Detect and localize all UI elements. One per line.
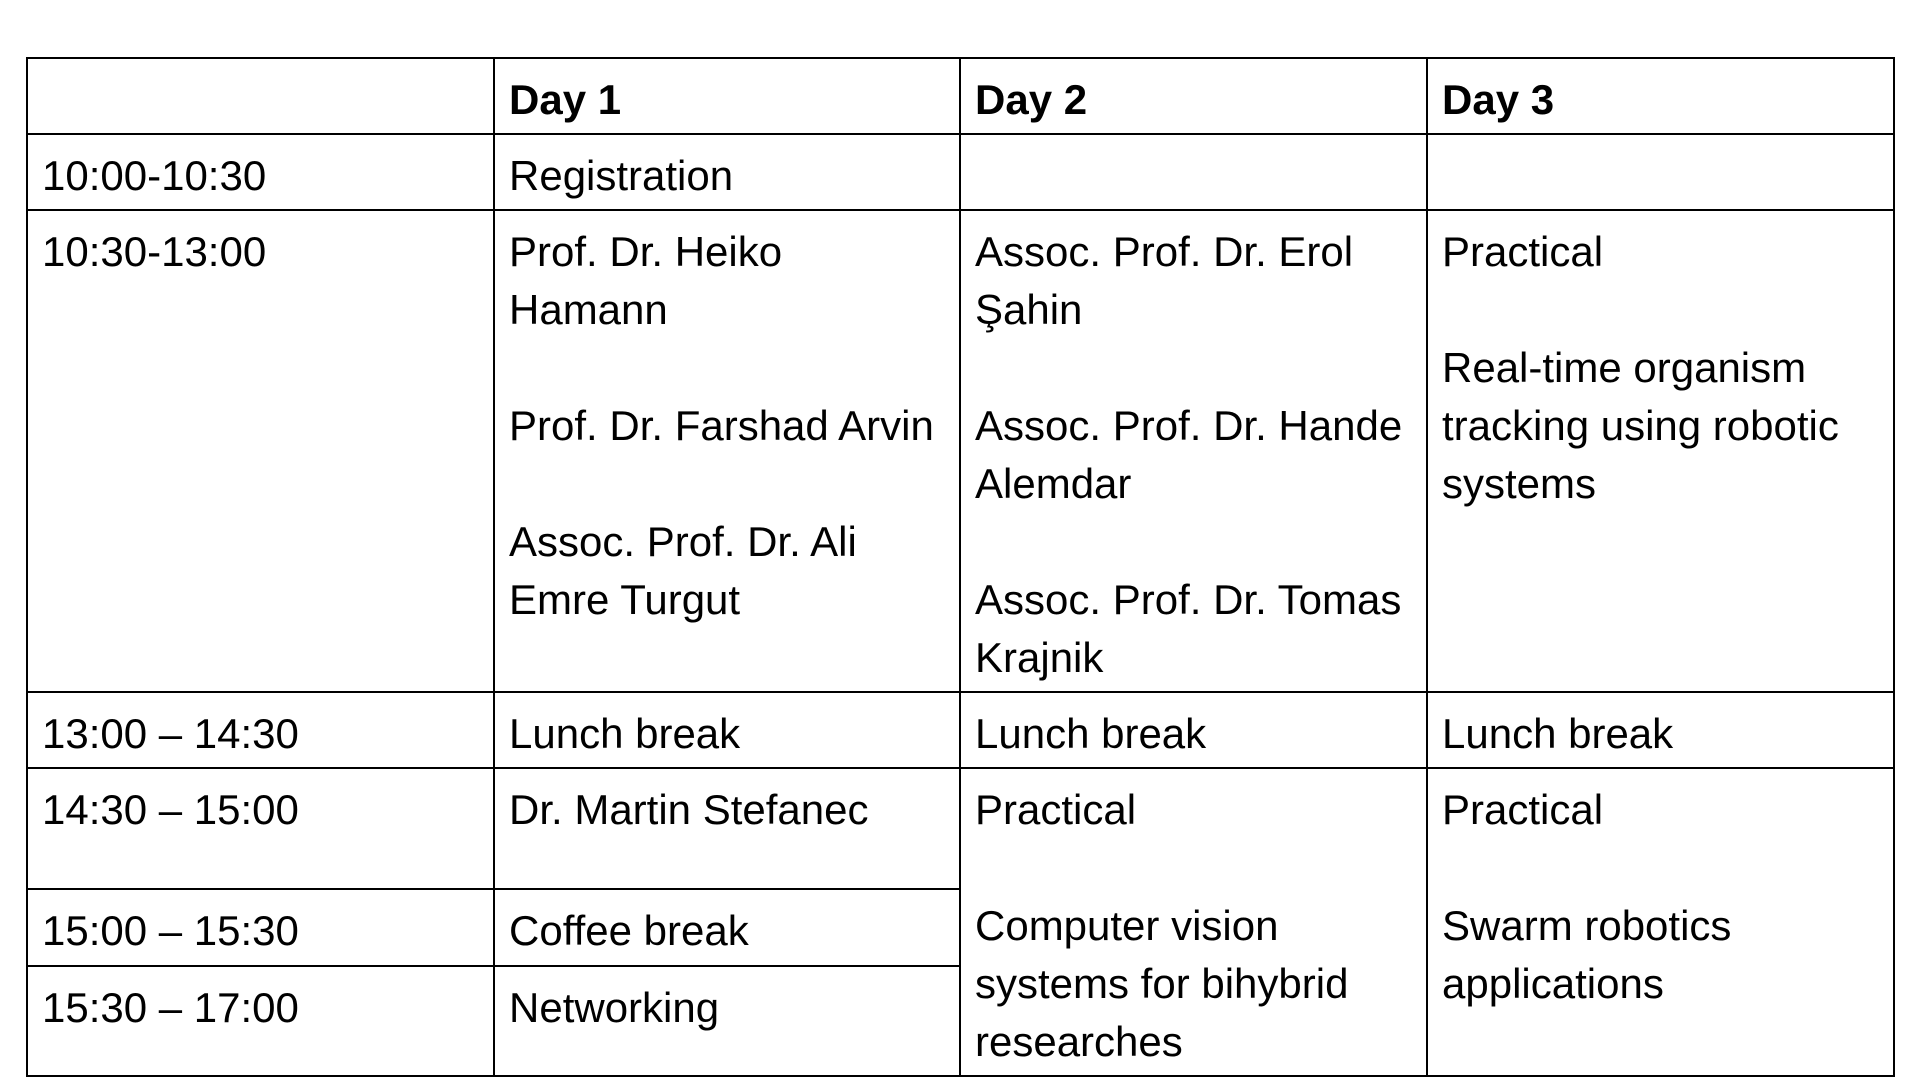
spacer <box>1442 839 1879 897</box>
spacer <box>509 455 945 513</box>
practical-heading: Practical <box>1442 228 1604 275</box>
table-row <box>27 692 1894 768</box>
speaker-name: Prof. Dr. Heiko Hamann <box>509 228 783 333</box>
speaker-name: Assoc. Prof. Dr. Tomas Krajnik <box>975 576 1402 681</box>
corner-cell <box>27 58 494 134</box>
day2-speakers-cell <box>960 210 1427 692</box>
day3-cell: Lunch break <box>1427 692 1894 768</box>
day1-cell: Networking <box>494 966 960 1076</box>
practical-description: Real-time organism tracking using robotic systems <box>1442 344 1839 507</box>
time-cell: 13:00 – 14:30 <box>27 692 494 768</box>
practical-heading: Practical <box>1442 786 1604 833</box>
practical-description: Computer vision systems for bihybrid researches <box>975 902 1349 1065</box>
speaker-name: Assoc. Prof. Dr. Erol Şahin <box>975 228 1354 333</box>
table-row <box>27 134 1894 210</box>
practical-description: Swarm robotics applications <box>1442 902 1732 1007</box>
time-cell: 14:30 – 15:00 <box>27 768 494 889</box>
day3-cell <box>1427 134 1894 210</box>
day2-header: Day 2 <box>960 58 1427 134</box>
day2-cell <box>960 134 1427 210</box>
time-cell: 10:30-13:00 <box>27 210 494 692</box>
spacer <box>975 339 1412 397</box>
header-row <box>27 58 1894 134</box>
day3-header: Day 3 <box>1427 58 1894 134</box>
time-cell: 15:00 – 15:30 <box>27 889 494 965</box>
table-row <box>27 768 1894 889</box>
day3-practical-cell <box>1427 768 1894 1076</box>
day1-cell: Lunch break <box>494 692 960 768</box>
time-cell: 10:00-10:30 <box>27 134 494 210</box>
time-cell: 15:30 – 17:00 <box>27 966 494 1076</box>
speaker-name: Prof. Dr. Farshad Arvin <box>509 402 934 449</box>
day1-cell: Dr. Martin Stefanec <box>494 768 960 889</box>
day2-cell: Lunch break <box>960 692 1427 768</box>
day1-speakers-cell <box>494 210 960 692</box>
spacer <box>1442 281 1879 339</box>
day3-practical-cell <box>1427 210 1894 692</box>
day1-cell: Registration <box>494 134 960 210</box>
spacer <box>509 339 945 397</box>
speaker-name: Assoc. Prof. Dr. Hande Alemdar <box>975 402 1403 507</box>
spacer <box>975 839 1412 897</box>
day1-header: Day 1 <box>494 58 960 134</box>
practical-heading: Practical <box>975 786 1137 833</box>
table-row <box>27 210 1894 692</box>
spacer <box>975 513 1412 571</box>
day1-cell: Coffee break <box>494 889 960 965</box>
schedule-table <box>26 57 1895 1077</box>
speaker-name: Assoc. Prof. Dr. Ali Emre Turgut <box>509 518 857 623</box>
day2-practical-cell <box>960 768 1427 1076</box>
